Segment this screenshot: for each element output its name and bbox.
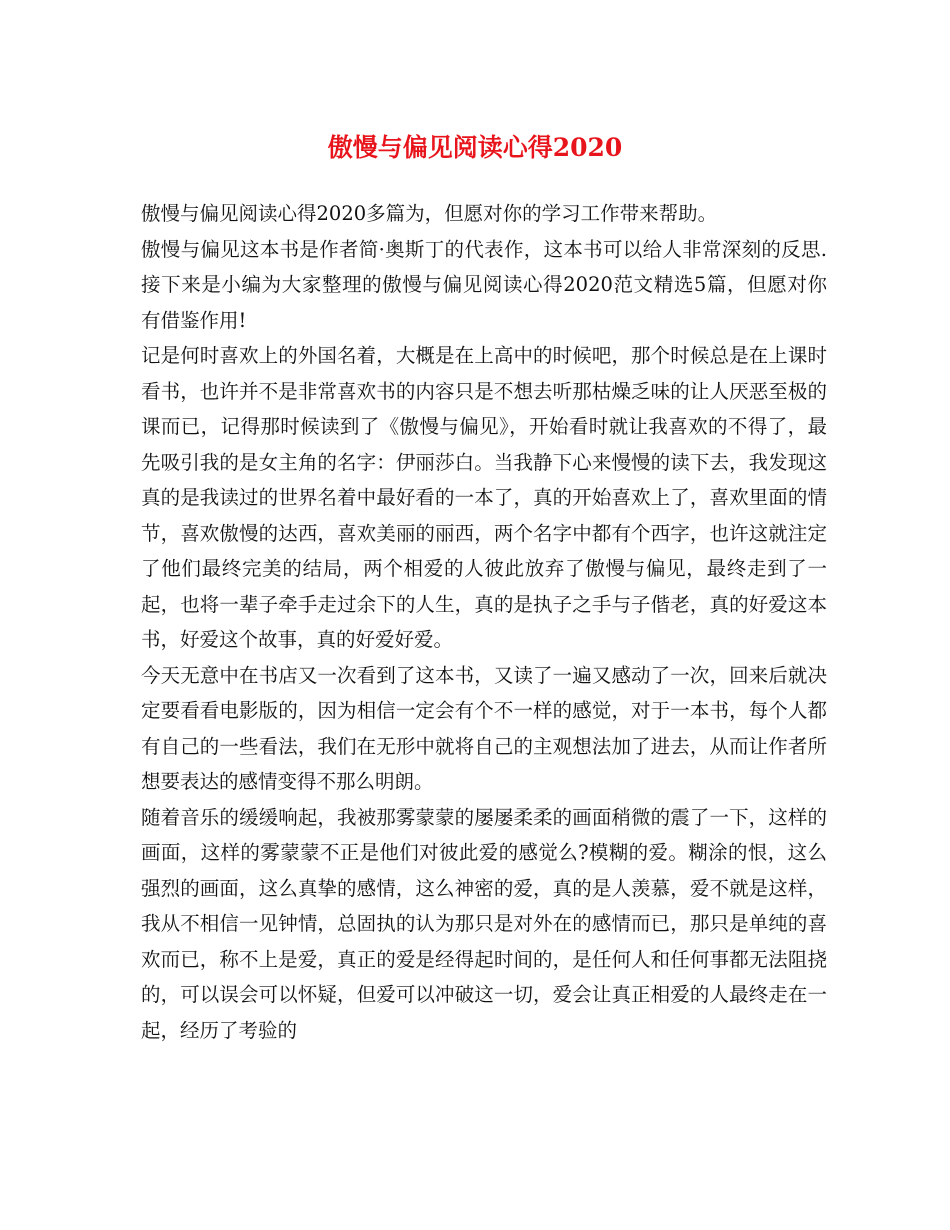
paragraph-summary: 傲慢与偏见这本书是作者简·奥斯丁的代表作，这本书可以给人非常深刻的反思.接下来是小编为大家整理的傲慢与偏见阅读心得2020范文精选5篇，但愿对你有借鉴作用! bbox=[141, 237, 827, 332]
document-body bbox=[141, 196, 827, 1048]
paragraph-2: 今天无意中在书店又一次看到了这本书，又读了一遍又感动了一次，回来后就决定要看看电影版的，因为相信一定会有个不一样的感觉，对于一本书，每个人都有自己的一些看法，我们在无形中就将自己的主观想法加了进去，从而让作者所想要表达的感情变得不那么明朗。 bbox=[141, 663, 827, 793]
document-title: 傲慢与偏见阅读心得2020 bbox=[327, 133, 623, 162]
paragraph-1: 记是何时喜欢上的外国名着，大概是在上高中的时候吧，那个时候总是在上课时看书，也许并不是非常喜欢书的内容只是不想去听那枯燥乏味的让人厌恶至极的课而已，记得那时候读到了《傲慢与偏见》，开始看时就让我喜欢的不得了，最先吸引我的是女主角的名字：伊丽莎白。当我静下心来慢慢的读下去，我发现这真的是我读过的世界名着中最好看的一本了，真的开始喜欢上了，喜欢里面的情节，喜欢傲慢的达西，喜欢美丽的丽西，两个名字中都有个西字，也许这就注定了他们最终完美的结局，两个相爱的人彼此放弃了傲慢与偏见，最终走到了一起，也将一辈子牵手走过余下的人生，真的是执子之手与子偕老，真的好爱这本书，好爱这个故事，真的好爱好爱。 bbox=[141, 344, 827, 651]
paragraph-3: 随着音乐的缓缓响起，我被那雾蒙蒙的屡屡柔柔的画面稍微的震了一下，这样的画面，这样的雾蒙蒙不正是他们对彼此爱的感觉么?模糊的爱。糊涂的恨，这么强烈的画面，这么真挚的感情，这么神密的爱，真的是人羡慕，爱不就是这样，我从不相信一见钟情，总固执的认为那只是对外在的感情而已，那只是单纯的喜欢而已，称不上是爱，真正的爱是经得起时间的，是任何人和任何事都无法阻挠的，可以误会可以怀疑，但爱可以冲破这一切，爱会让真正相爱的人最终走在一起，经历了考验的 bbox=[141, 805, 827, 1042]
paragraph-intro: 傲慢与偏见阅读心得2020多篇为，但愿对你的学习工作带来帮助。 bbox=[141, 202, 718, 225]
